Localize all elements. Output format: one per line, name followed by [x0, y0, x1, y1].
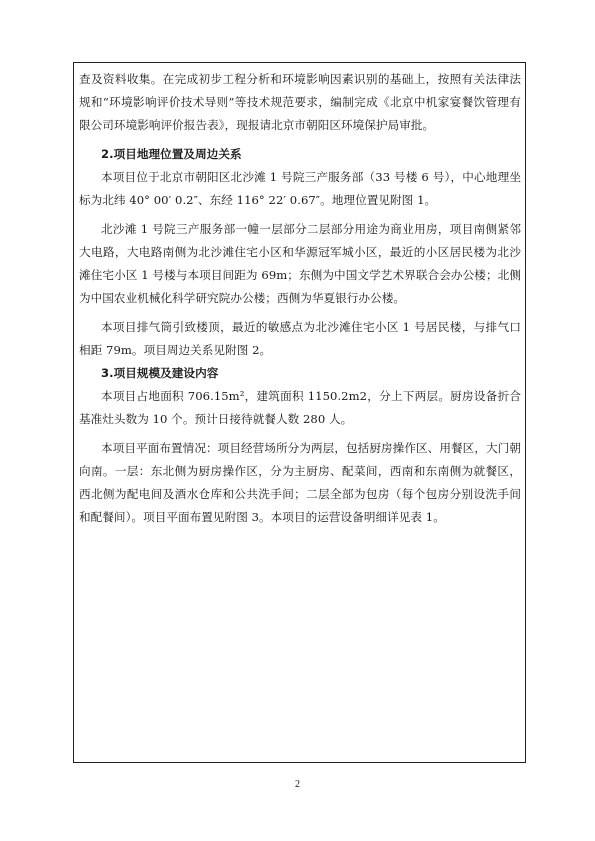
paragraph-scale: 本项目占地面积 706.15m²，建筑面积 1150.2m2，分上下两层。厨房设备折合基准灶头数为 10 个。预计日接待就餐人数 280 人。	[79, 389, 521, 426]
paragraph-layout: 本项目平面布置情况：项目经营场所分为两层，包括厨房操作区、用餐区，大门朝向南。一层：东北侧为厨房操作区，分为主厨房、配菜间，西南和东南侧为就餐区，西北侧为配电间及酒水仓库和公共洗手间；二层全部为包房（每个包房分别设洗手间和配餐间）。项目平面布置见附图 3。本项目的运营设备明细详见表 1。	[79, 441, 521, 524]
section-heading-scale: 3.项目规模及建设内容	[101, 366, 219, 380]
paragraph-exhaust: 本项目排气筒引致楼顶，最近的敏感点为北沙滩住宅小区 1 号居民楼，与排气口相距 79m。项目周边关系见附图 2。	[79, 320, 521, 357]
paragraph-location: 本项目位于北京市朝阳区北沙滩 1 号院三产服务部（33 号楼 6 号），中心地理坐标为北纬 40° 00′ 0.2″、东经 116° 22′ 0.67″。地理位置见附图 1。	[79, 170, 521, 207]
section-heading-location: 2.项目地理位置及周边关系	[101, 147, 242, 161]
paragraph-continuation: 查及资料收集。在完成初步工程分析和环境影响因素识别的基础上，按照有关法律法规和“环境影响评价技术导则”等技术规范要求，编制完成《北京中机家宴餐饮管理有限公司环境影响评价报告表》，现报请北京市朝阳区环境保护局审批。	[79, 72, 521, 132]
document-body	[79, 68, 521, 529]
page-number: 2	[295, 779, 300, 790]
paragraph-surroundings: 北沙滩 1 号院三产服务部一幢一层部分二层部分用途为商业用房，项目南侧紧邻大电路，大电路南侧为北沙滩住宅小区和华源冠军城小区，最近的小区居民楼为北沙滩住宅小区 1 号楼与本项目间距为 69m；东侧为中国文学艺术界联合会办公楼；北侧为中国农业机械化科学研究院办公楼；西侧为华夏银行办公楼。	[79, 222, 521, 305]
